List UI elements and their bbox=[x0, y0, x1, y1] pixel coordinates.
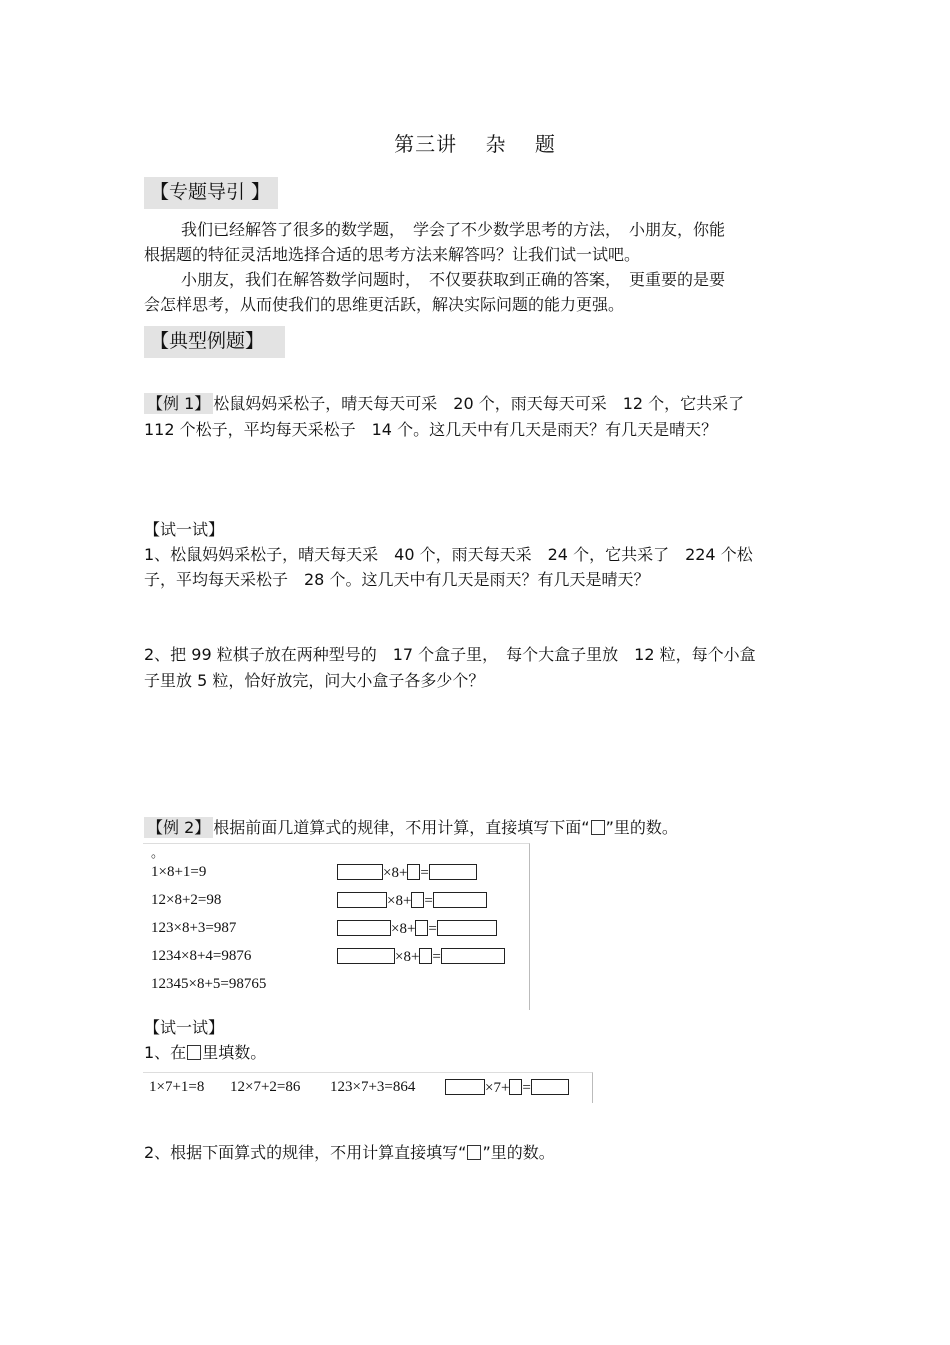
try-1-question-2-line-1: 2、把 99 粒棋子放在两种型号的 17 个盒子里， 每个大盒子里放 12 粒，每个小盒 bbox=[144, 645, 756, 664]
figure-dot: 。 bbox=[151, 845, 165, 860]
guide-paragraph-1-line-2: 根据题的特征灵活地选择合适的思考方法来解答吗？让我们试一试吧。 bbox=[144, 245, 641, 264]
answer-box[interactable] bbox=[445, 1079, 485, 1095]
answer-box[interactable] bbox=[337, 948, 395, 964]
blank-square-icon bbox=[187, 1045, 201, 1060]
answer-box[interactable] bbox=[419, 948, 432, 964]
example-1-text-1: 松鼠妈妈采松子，晴天每天可采 20 个，雨天每天可采 12 个，它共采了 bbox=[213, 394, 745, 413]
guide-paragraph-2-line-1: 小朋友，我们在解答数学问题时， 不仅要获取到正确的答案， 更重要的是要 bbox=[181, 270, 726, 289]
pattern-equation-a: 1×7+1=8 bbox=[149, 1079, 205, 1095]
example-2-line bbox=[144, 815, 678, 840]
answer-box[interactable] bbox=[433, 892, 487, 908]
pattern-equation-3: 123×8+3=987 bbox=[151, 920, 237, 936]
section-heading-guide: 【专题导引 】 bbox=[144, 177, 278, 209]
example-2-equations-figure bbox=[143, 843, 530, 1010]
try-1-question-2-line-2: 子里放 5 粒，恰好放完，问大小盒子各多少个？ bbox=[144, 671, 485, 690]
try-it-heading-1: 【试一试】 bbox=[144, 520, 225, 539]
guide-paragraph-1-line-1: 我们已经解答了很多的数学题， 学会了不少数学思考的方法， 小朋友，你能 bbox=[181, 220, 726, 239]
try-it-heading-2: 【试一试】 bbox=[144, 1018, 225, 1037]
answer-box[interactable] bbox=[337, 864, 383, 880]
fill-equation-1: ×8+ = bbox=[337, 864, 477, 882]
pattern-equation-2: 12×8+2=98 bbox=[151, 892, 222, 908]
pattern-equation-c: 123×7+3=864 bbox=[330, 1079, 416, 1095]
blank-square-icon bbox=[591, 820, 605, 835]
answer-box[interactable] bbox=[415, 920, 428, 936]
blank-square-icon bbox=[467, 1145, 481, 1160]
try-1-question-1-line-1: 1、松鼠妈妈采松子，晴天每天采 40 个，雨天每天采 24 个，它共采了 224 个松 bbox=[144, 545, 753, 564]
answer-box[interactable] bbox=[437, 920, 497, 936]
answer-box[interactable] bbox=[509, 1079, 522, 1095]
answer-box[interactable] bbox=[337, 892, 387, 908]
try-1-question-1-line-2: 子，平均每天采松子 28 个。这几天中有几天是雨天？有几天是晴天？ bbox=[144, 570, 650, 589]
pattern-equation-4: 1234×8+4=9876 bbox=[151, 948, 252, 964]
try-2-question-1: 1、在 里填数。 bbox=[144, 1043, 267, 1062]
answer-box[interactable] bbox=[429, 864, 477, 880]
example-1-line-2: 112 个松子，平均每天采松子 14 个。这几天中有几天是雨天？有几天是晴天？ bbox=[144, 420, 718, 439]
answer-box[interactable] bbox=[441, 948, 505, 964]
answer-box[interactable] bbox=[531, 1079, 569, 1095]
fill-equation-3: ×8+ = bbox=[337, 920, 497, 938]
try-2-equations-figure bbox=[143, 1072, 593, 1103]
try-2-question-2: 2、根据下面算式的规律，不用计算直接填写“ ”里的数。 bbox=[144, 1143, 555, 1162]
fill-equation-4: ×8+ = bbox=[337, 948, 505, 966]
example-1-line-1 bbox=[144, 391, 744, 416]
pattern-equation-1: 1×8+1=9 bbox=[151, 864, 207, 880]
answer-box[interactable] bbox=[337, 920, 391, 936]
example-2-text-a: 根据前面几道算式的规律，不用计算，直接填写下面“ bbox=[213, 818, 590, 837]
fill-equation-a: ×7+ = bbox=[445, 1079, 569, 1097]
example-2-tag: 【例 2】 bbox=[144, 817, 213, 838]
page-title: 第三讲 杂 题 bbox=[394, 132, 556, 156]
answer-box[interactable] bbox=[407, 864, 420, 880]
pattern-equation-5: 12345×8+5=98765 bbox=[151, 976, 267, 992]
section-heading-examples: 【典型例题】 bbox=[144, 326, 285, 358]
example-1-tag: 【例 1】 bbox=[144, 393, 213, 414]
example-2-text-b: ”里的数。 bbox=[605, 818, 678, 837]
answer-box[interactable] bbox=[411, 892, 424, 908]
guide-paragraph-2-line-2: 会怎样思考，从而使我们的思维更活跃，解决实际问题的能力更强。 bbox=[144, 295, 625, 314]
pattern-equation-b: 12×7+2=86 bbox=[230, 1079, 301, 1095]
fill-equation-2: ×8+ = bbox=[337, 892, 487, 910]
